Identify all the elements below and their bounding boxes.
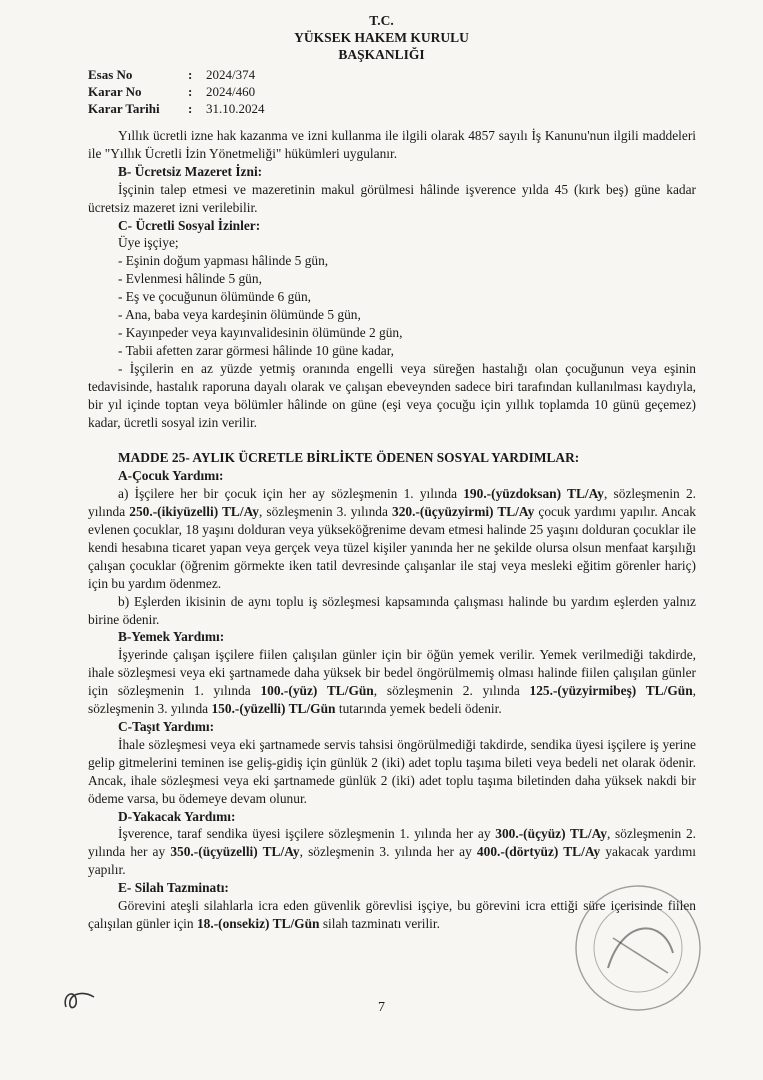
- paragraph-c-last: - İşçilerin en az yüzde yetmiş oranında engelli veya süreğen hastalığı olan çocuğunun veya eşinin tedavisinde, hastalık raporuna dayalı olarak ve çalışan ebeveynden sadece biri tarafından kullanılması kaydıyla, bir yıl içinde toptan veya bölümler hâlinde on güne (eşi veya çocuğu için yıllık toplamda 10 günü geçemez) kadar, ücretli sosyal izin verilir.: [88, 360, 696, 430]
- list-item: - Evlenmesi hâlinde 5 gün,: [118, 271, 262, 287]
- meta-label: Karar Tarihi: [88, 101, 160, 116]
- meta-row-karar: Karar No : 2024/460: [88, 84, 256, 99]
- meta-value: 2024/374: [206, 67, 256, 82]
- meta-row-esas: Esas No : 2024/374: [88, 67, 256, 82]
- section-heading-transport-aid: C-Taşıt Yardımı:: [118, 719, 215, 734]
- meta-value: 2024/460: [206, 84, 256, 99]
- paragraph-transport-aid: İhale sözleşmesi veya eki şartnamede servis tahsisi öngörülmediği takdirde, sendika üyesi işçilere iş yerine gelip gitmelerini teminen ise geliş-gidiş için günlük 2 (iki) adet toplu taşıma bileti veya bedeli net olarak ödenir. Ancak, ihale sözleşmesi veya eki şartnamede günlük 2 (iki) adet toplu taşıma biletinden daha yüksek nakdi bir ödeme varsa, bu ödemeye devam olunur.: [88, 736, 696, 806]
- paragraph-weapon-comp: Görevini ateşli silahlarla icra eden güvenlik görevlisi işçiye, bu görevini icra ettiği süre içerisinde fiilen çalışılan günler için 18.-(onsekiz) TL/Gün silah tazminatı verilir.: [88, 898, 696, 931]
- section-heading-b: B- Ücretsiz Mazeret İzni:: [118, 163, 263, 179]
- document-body: [88, 127, 696, 933]
- section-heading-weapon-comp: E- Silah Tazminatı:: [118, 880, 229, 896]
- case-metadata: [88, 66, 265, 117]
- paragraph-b: İşçinin talep etmesi ve mazeretinin makul görülmesi hâlinde işverence yılda 45 (kırk beş) güne kadar ücretsiz mazeret izni verilebilir.: [88, 181, 696, 215]
- meta-row-tarih: Karar Tarihi : 31.10.2024: [88, 101, 265, 116]
- paragraph-fuel-aid: İşverence, taraf sendika üyesi işçilere sözleşmenin 1. yılında her ay 300.-(üçyüz) TL/Ay, sözleşmenin 2. yılında her ay 350.-(üçyüzelli) TL/Ay, sözleşmenin 3. yılında her ay 400.-(dörtyüz) TL/Ay yakacak yardımı yapılır.: [88, 826, 697, 878]
- section-heading-meal-aid: B-Yemek Yardımı:: [118, 629, 225, 645]
- paragraph-child-aid-b: b) Eşlerden ikisinin de aynı toplu iş sözleşmesi kapsamında çalışması halinde bu yardım eşlerden yalnız birine ödenir.: [88, 593, 696, 627]
- section-heading-child-aid: A-Çocuk Yardımı:: [118, 468, 224, 484]
- section-heading-c: C- Ücretli Sosyal İzinler:: [118, 217, 261, 233]
- list-item: - Kayınpeder veya kayınvalidesinin ölümünde 2 gün,: [118, 324, 403, 340]
- header-institution: YÜKSEK HAKEM KURULU: [294, 30, 469, 45]
- paragraph-c-intro: Üye işçiye;: [118, 235, 179, 251]
- paragraph-intro: Yıllık ücretli izne hak kazanma ve izni kullanma ile ilgili olarak 4857 sayılı İş Kanunu'nun ilgili maddeleri ile "Yıllık Ücretli İzin Yönetmeliği" hükümleri uygulanır.: [88, 128, 696, 161]
- paragraph-meal-aid: İşyerinde çalışan işçilere fiilen çalışılan günler için bir öğün yemek verilir. Yemek verilmediği takdirde, ihale sözleşmesi veya eki şartnamede daha yüksek bir bedel öngörülmemiş olması halinde fiilen çalışılan günler için sözleşmenin 1. yılında 100.-(yüz) TL/Gün, sözleşmenin 2. yılında 125.-(yüzyirmibeş) TL/Gün, sözleşmenin 3. yılında 150.-(yüzelli) TL/Gün tutarında yemek bedeli ödenir.: [88, 647, 696, 717]
- list-item: - Ana, baba veya kardeşinin ölümünde 5 gün,: [118, 307, 361, 323]
- list-item: - Eşinin doğum yapması hâlinde 5 gün,: [118, 253, 329, 269]
- meta-value: 31.10.2024: [206, 101, 265, 116]
- paragraph-child-aid-a: a) İşçilere her bir çocuk için her ay sözleşmenin 1. yılında 190.-(yüzdoksan) TL/Ay, sözleşmenin 2. yılında 250.-(ikiyüzelli) TL/Ay, sözleşmenin 3. yılında 320.-(üçyüzyirmi) TL/Ay çocuk yardımı yapılır. Ancak evlenen çocuklar, 18 yaşını dolduran veya yükseköğrenime devam etmesi halinde 25 yaşını dolduran çocuklar ile kendi hesabına ticaret yapan veya gerçek veya tüzel kişiler yanında her ne şekilde olursa olsun menfaat karşılığı çalışan çocuklar (öğrenim görmekte iken tatil devresinde çalışanlar ile staj veya mesleki eğitim görenler hariç) için bu yardım ödenmez.: [88, 486, 696, 591]
- page-number: 7: [378, 1000, 385, 1015]
- list-item: - Eş ve çocuğunun ölümünde 6 gün,: [118, 289, 312, 305]
- header-tc: T.C.: [369, 13, 394, 28]
- header-presidency: BAŞKANLIĞI: [338, 47, 425, 62]
- article-title: MADDE 25- AYLIK ÜCRETLE BİRLİKTE ÖDENEN SOSYAL YARDIMLAR:: [118, 450, 580, 466]
- meta-label: Esas No: [88, 67, 133, 82]
- document-header: [0, 12, 763, 63]
- section-heading-fuel-aid: D-Yakacak Yardımı:: [118, 808, 236, 824]
- official-seal-stamp: [568, 878, 708, 1018]
- meta-label: Karar No: [88, 84, 142, 99]
- list-item: - Tabii afetten zarar görmesi hâlinde 10 güne kadar,: [118, 342, 395, 358]
